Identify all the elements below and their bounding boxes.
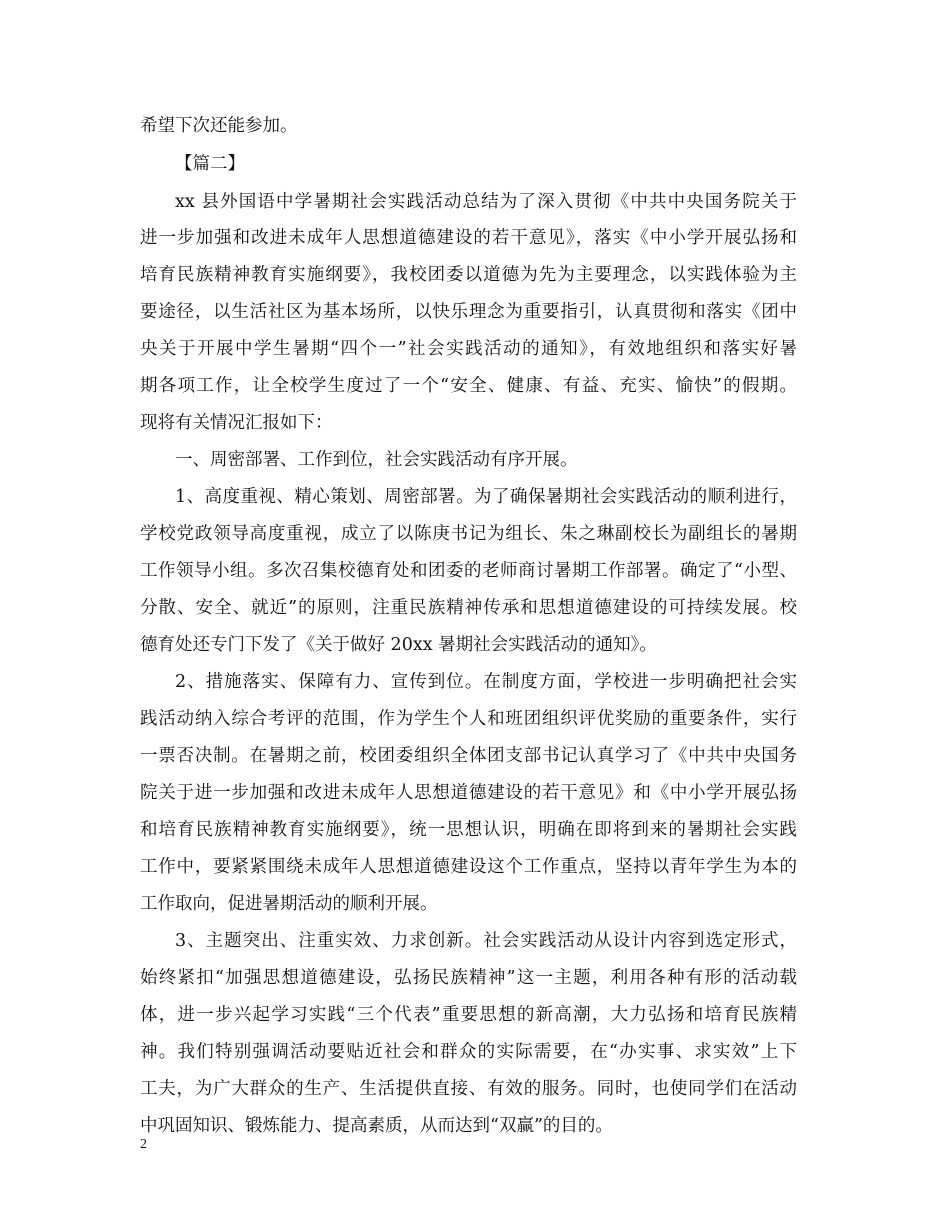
text-line: xx 县外国语中学暑期社会实践活动总结为了深入贯彻《中共中央国务院关于: [175, 192, 797, 212]
text-line: 【篇二】: [175, 154, 245, 174]
text-line: 践活动纳入综合考评的范围，作为学生个人和班团组织评优奖励的重要条件，实行: [140, 709, 797, 729]
text-line: 要途径，以生活社区为基本场所，以快乐理念为重要指引，认真贯彻和落实《团中: [140, 302, 797, 322]
text-line: 德育处还专门下发了《关于做好 20xx 暑期社会实践活动的通知》。: [140, 635, 657, 655]
text-line: 培育民族精神教育实施纲要》，我校团委以道德为先为主要理念，以实践体验为主: [140, 265, 797, 285]
text-line: 工作中，要紧紧围绕未成年人思想道德建设这个工作重点，坚持以青年学生为本的: [140, 857, 797, 877]
text-line: 工夫，为广大群众的生产、生活提供直接、有效的服务。同时，也使同学们在活动: [140, 1079, 797, 1099]
text-line: 一、周密部署、工作到位，社会实践活动有序开展。: [175, 450, 578, 470]
text-line: 学校党政领导高度重视，成立了以陈庚书记为组长、朱之琳副校长为副组长的暑期: [140, 524, 797, 544]
text-line: 分散、安全、就近”的原则，注重民族精神传承和思想道德建设的可持续发展。校: [140, 598, 797, 618]
text-line: 现将有关情况汇报如下：: [140, 413, 333, 433]
text-line: 央关于开展中学生暑期“四个一”社会实践活动的通知》，有效地组织和落实好暑: [140, 339, 797, 359]
text-line: 工作取向，促进暑期活动的顺利开展。: [140, 894, 438, 914]
page-number: 2: [140, 1137, 147, 1152]
text-line: 神。我们特别强调活动要贴近社会和群众的实际需要，在“办实事、求实效”上下: [140, 1042, 797, 1062]
text-line: 中巩固知识、锻炼能力、提高素质，从而达到“双赢”的目的。: [140, 1116, 613, 1136]
text-line: 一票否决制。在暑期之前，校团委组织全体团支部书记认真学习了《中共中央国务: [140, 746, 797, 766]
text-line: 和培育民族精神教育实施纲要》，统一思想认识，明确在即将到来的暑期社会实践: [140, 820, 797, 840]
text-line: 始终紧扣“加强思想道德建设，弘扬民族精神”这一主题，利用各种有形的活动载: [140, 968, 797, 988]
text-line: 院关于进一步加强和改进未成年人思想道德建设的若干意见》和《中小学开展弘扬: [140, 783, 797, 803]
text-line: 希望下次还能参加。: [140, 116, 298, 136]
text-line: 进一步加强和改进未成年人思想道德建设的若干意见》，落实《中小学开展弘扬和: [140, 228, 797, 248]
text-line: 1、高度重视、精心策划、周密部署。为了确保暑期社会实践活动的顺利进行，: [175, 487, 797, 507]
text-line: 期各项工作，让全校学生度过了一个“安全、健康、有益、充实、愉快”的假期。: [140, 376, 797, 396]
text-line: 工作领导小组。多次召集校德育处和团委的老师商讨暑期工作部署。确定了“小型、: [140, 561, 797, 581]
text-line: 体，进一步兴起学习实践“三个代表”重要思想的新高潮，大力弘扬和培育民族精: [140, 1005, 797, 1025]
text-line: 3、主题突出、注重实效、力求创新。社会实践活动从设计内容到选定形式，: [175, 931, 797, 951]
text-line: 2、措施落实、保障有力、宣传到位。在制度方面，学校进一步明确把社会实: [175, 672, 797, 692]
